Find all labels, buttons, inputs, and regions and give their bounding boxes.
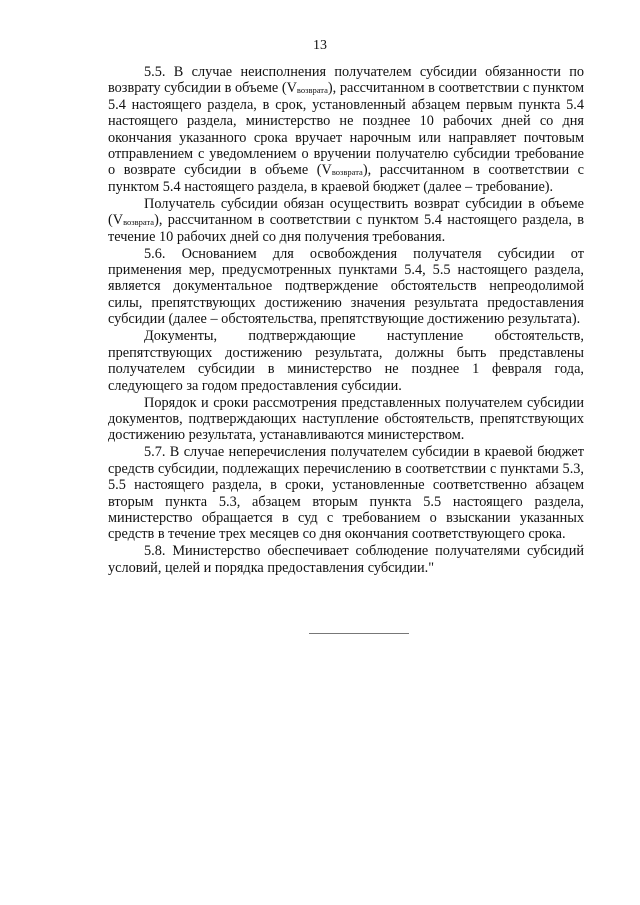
paragraph-5-7: 5.7. В случае неперечисления получателем субсидии в краевой бюджет средств субсидии, подлежащих перечислению в соответствии с пунктами 5.3, 5.5 настоящего раздела, в сроки, установленные соответственно абзацем вторым пункта 5.3, абзацем вторым пункта 5.5 настоящего раздела, министерство обращается в суд с требованием о взыскании указанных средств в течение трех месяцев со дня окончания соответствующего срока. [108,444,584,543]
subscript-vozvrata: возврата [296,85,328,96]
paragraph-documents: Документы, подтверждающие наступление обстоятельств, препятствующих достижению результата, должны быть представлены получателем субсидии в министерство не позднее 1 февраля года, следующего за годом предоставления субсидии. [108,328,584,394]
page-number: 13 [313,38,327,53]
subscript-vozvrata: возврата [123,217,155,228]
paragraph-recipient-part-2: ), рассчитанном в соответствии с пунктом 5.4 настоящего раздела, в течение 10 рабочих дней со дня получения требования. [108,212,584,245]
paragraph-5-5-part-1: 5.5. В случае неисполнения получателем субсидии обязанности по возврату субсидии в объеме (V [108,64,584,97]
paragraph-recipient-part-1: Получатель субсидии обязан осуществить возврат субсидии в объеме (V [108,195,584,229]
paragraph-procedure: Порядок и сроки рассмотрения представленных получателем субсидии документов, подтверждающих наступление обстоятельств, препятствующих достижению результата, устанавливаются министерством. [108,394,584,444]
paragraph-5-5-part-2: ), рассчитанном в соответствии с пунктом 5.4 настоящего раздела, в срок, установленный абзацем первым пункта 5.4 настоящего раздела, министерство не позднее 10 рабочих дней со дня окончания указанного срока вручает нарочным или направляет почтовым отправлением с уведомлением о вручении получателю субсидии требование о возврате субсидии в объеме (V [108,80,584,179]
paragraph-5-6: 5.6. Основанием для освобождения получателя субсидии от применения мер, предусмотренных пунктами 5.4, 5.5 настоящего раздела, является документальное подтверждение обстоятельств непреодолимой силы, препятствующих достижению значения результата предоставления субсидии (далее – обстоятельства, препятствующие достижению результата). [108,245,584,328]
subscript-vozvrata: возврата [331,167,363,178]
document-body [108,64,584,577]
paragraph-5-5-part-3: ), рассчитанном в соответствии с пунктом 5.4 настоящего раздела, в краевой бюджет (далее – требование). [108,162,584,195]
paragraph-recipient-obligation [108,196,584,245]
paragraph-5-8: 5.8. Министерство обеспечивает соблюдение получателями субсидий условий, целей и порядка предоставления субсидии." [108,543,584,576]
end-divider-line [309,633,409,634]
paragraph-5-5 [108,64,584,195]
